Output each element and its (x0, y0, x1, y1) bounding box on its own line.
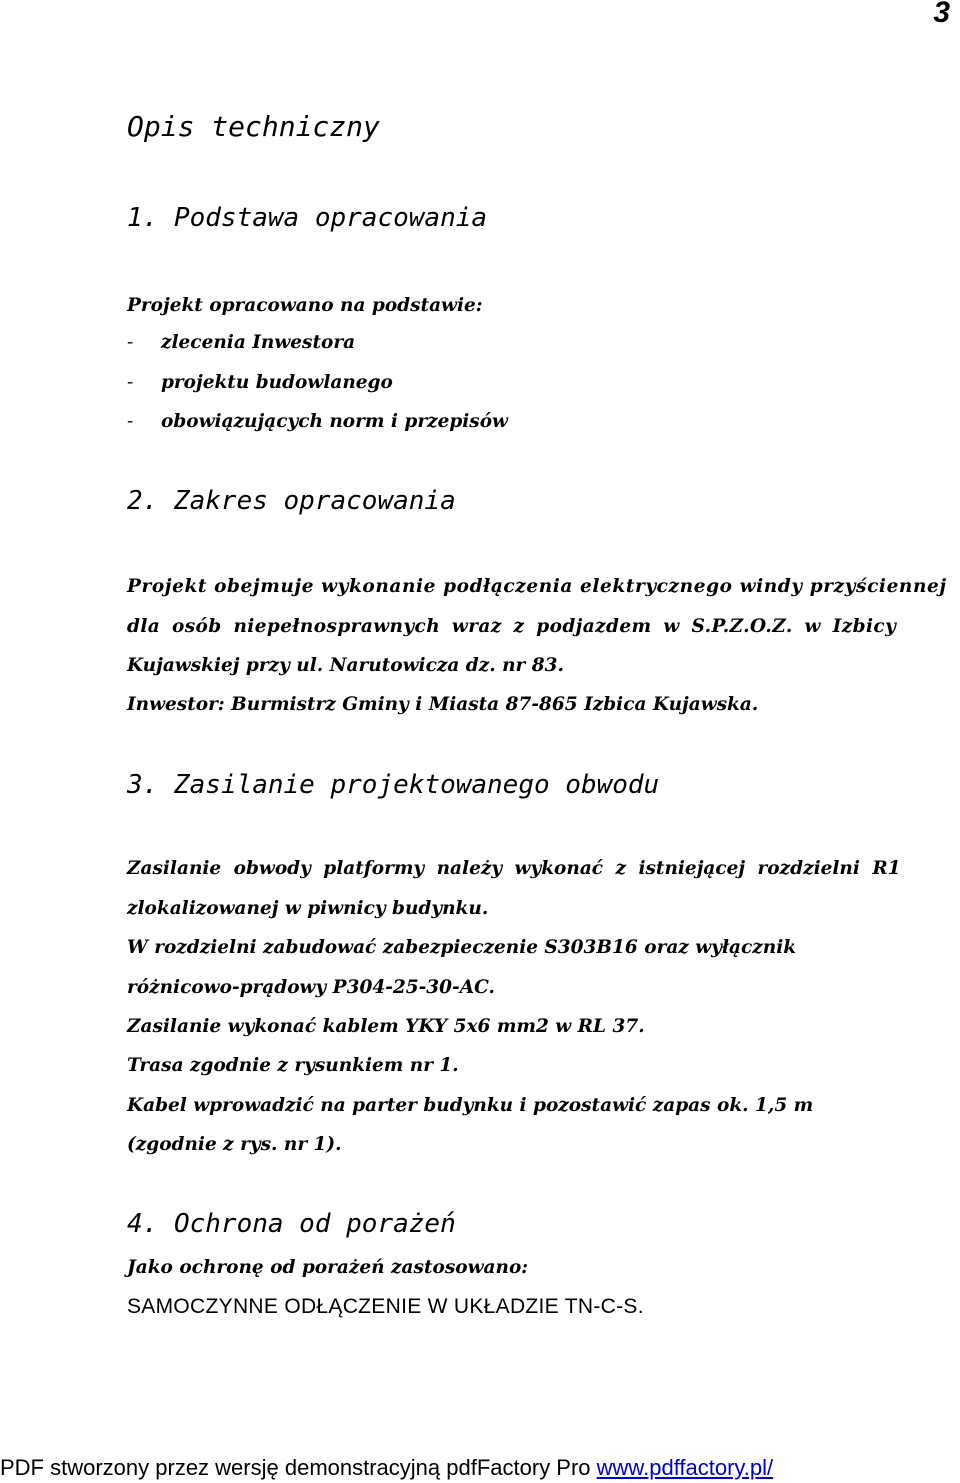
section-1-heading: 1. Podstawa opracowania (127, 203, 488, 233)
section-3-line-1: Zasilanie obwody platformy należy wykonać z istniejącej rozdzielni R1 (127, 858, 901, 879)
section-2-heading: 2. Zakres opracowania (127, 486, 456, 516)
section-3-line-5: Zasilanie wykonać kablem YKY 5x6 mm2 w RL 37. (127, 1016, 645, 1037)
footer (0, 1455, 773, 1481)
section-3-line-7: Kabel wprowadzić na parter budynku i pozostawić zapas ok. 1,5 m (127, 1095, 814, 1116)
section-2-line-1: Projekt obejmuje wykonanie podłączenia elektrycznego windy przyściennej (127, 576, 947, 597)
list-bullet-dash: - (127, 332, 134, 353)
footer-text: PDF stworzony przez wersję demonstracyjną pdfFactory Pro (0, 1455, 597, 1480)
section-3-line-4: różnicowo-prądowy P304-25-30-AC. (127, 977, 495, 998)
section-4-heading: 4. Ochrona od porażeń (127, 1209, 456, 1239)
section-3-heading: 3. Zasilanie projektowanego obwodu (127, 770, 660, 800)
list-item: zlecenia Inwestora (161, 332, 356, 353)
section-1-intro: Projekt opracowano na podstawie: (127, 295, 483, 316)
section-4-line-1: SAMOCZYNNE ODŁĄCZENIE W UKŁADZIE TN-C-S. (127, 1295, 644, 1318)
section-3-line-3: W rozdzielni zabudować zabezpieczenie S303B16 oraz wyłącznik (127, 937, 797, 958)
list-bullet-dash: - (127, 411, 134, 432)
section-3-line-2: zlokalizowanej w piwnicy budynku. (127, 898, 489, 919)
section-3-line-6: Trasa zgodnie z rysunkiem nr 1. (127, 1055, 459, 1076)
list-item: obowiązujących norm i przepisów (161, 411, 508, 432)
investor-line: Inwestor: Burmistrz Gminy i Miasta 87-865 Izbica Kujawska. (127, 694, 759, 715)
section-2-line-2: dla osób niepełnosprawnych wraz z podjazdem w S.P.Z.O.Z. w Izbicy (127, 616, 897, 637)
section-2-line-3: Kujawskiej przy ul. Narutowicza dz. nr 83. (127, 655, 564, 676)
page-title: Opis techniczny (127, 110, 380, 143)
section-4-intro: Jako ochronę od porażeń zastosowano: (127, 1257, 529, 1278)
list-item: projektu budowlanego (161, 372, 393, 393)
section-3-line-8: (zgodnie z rys. nr 1). (127, 1134, 342, 1155)
footer-link[interactable]: www.pdffactory.pl/ (596, 1455, 774, 1480)
list-bullet-dash: - (127, 372, 134, 393)
page-number: 3 (933, 0, 950, 29)
